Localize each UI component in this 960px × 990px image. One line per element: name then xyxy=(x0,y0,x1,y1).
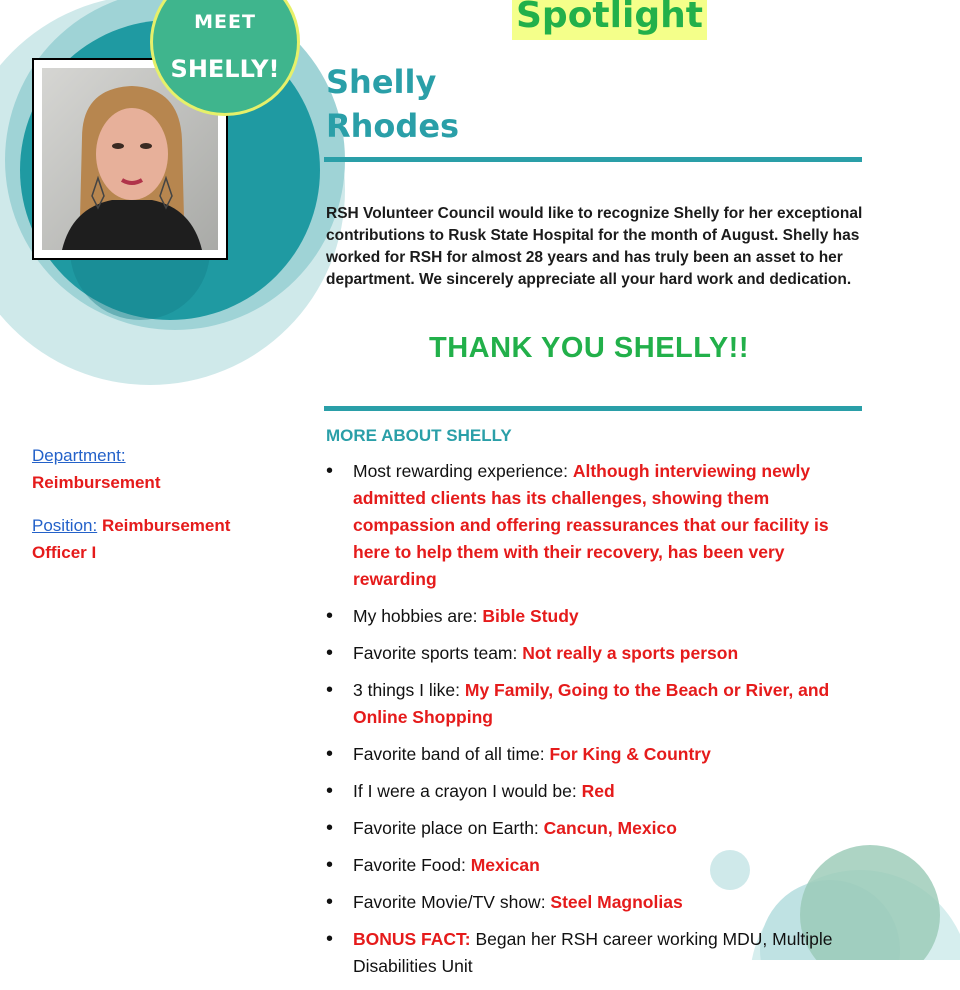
more-about-heading: MORE ABOUT SHELLY xyxy=(326,426,512,445)
fact-label: Favorite place on Earth: xyxy=(353,818,544,838)
spotlight-title: Spotlight xyxy=(512,0,707,40)
fact-value: Bible Study xyxy=(482,606,579,626)
meet-name: SHELLY! xyxy=(170,55,280,83)
fact-value: Cancun, Mexico xyxy=(543,818,677,838)
position-value: Reimbursement Officer I xyxy=(32,516,231,562)
list-item xyxy=(326,677,846,731)
list-item xyxy=(326,458,846,593)
list-item xyxy=(326,926,846,980)
list-item xyxy=(326,778,846,805)
list-item xyxy=(326,889,846,916)
position-label: Position: xyxy=(32,516,98,535)
fact-value: Not really a sports person xyxy=(522,643,739,663)
list-item xyxy=(326,741,846,768)
fact-value: Although interviewing newly admitted clients has its challenges, showing them compassion and offering reassurances that our facility is here to help them with their recovery, has been very rewarding xyxy=(353,461,829,589)
facts-list xyxy=(326,458,846,990)
thank-you-heading: THANK YOU SHELLY!! xyxy=(429,332,749,364)
fact-label: 3 things I like: xyxy=(353,680,465,700)
fact-label: Favorite Movie/TV show: xyxy=(353,892,551,912)
list-item xyxy=(326,815,846,842)
first-name: Shelly xyxy=(326,63,437,101)
fact-label: BONUS FACT: xyxy=(353,929,476,949)
department-label: Department: xyxy=(32,446,126,465)
fact-value: Red xyxy=(581,781,615,801)
fact-label: Favorite Food: xyxy=(353,855,471,875)
fact-value: Steel Magnolias xyxy=(550,892,683,912)
department-value: Reimbursement xyxy=(32,473,161,492)
list-item xyxy=(326,640,846,667)
department-block xyxy=(32,442,272,496)
meet-label: MEET xyxy=(194,11,256,33)
fact-label: My hobbies are: xyxy=(353,606,483,626)
last-name: Rhodes xyxy=(326,107,460,145)
position-block xyxy=(32,512,282,566)
fact-label: Favorite band of all time: xyxy=(353,744,550,764)
employee-name xyxy=(326,60,459,148)
fact-label: Favorite sports team: xyxy=(353,643,523,663)
intro-paragraph: RSH Volunteer Council would like to recognize Shelly for her exceptional contributions to Rusk State Hospital for the month of August. Shelly has worked for RSH for almost 28 years and has truly been an asset to her department. We sincerely appreciate all your hard work and dedication. xyxy=(326,205,863,288)
divider-top xyxy=(324,157,862,162)
fact-label: Most rewarding experience: xyxy=(353,461,573,481)
fact-value: My Family, Going to the Beach or River, and Online Shopping xyxy=(353,680,830,727)
divider-middle xyxy=(324,406,862,411)
fact-value: Began her RSH career working MDU, Multiple Disabilities Unit xyxy=(353,929,833,976)
list-item xyxy=(326,603,846,630)
fact-label: If I were a crayon I would be: xyxy=(353,781,582,801)
list-item xyxy=(326,852,846,879)
fact-value: Mexican xyxy=(470,855,540,875)
fact-value: For King & Country xyxy=(549,744,711,764)
